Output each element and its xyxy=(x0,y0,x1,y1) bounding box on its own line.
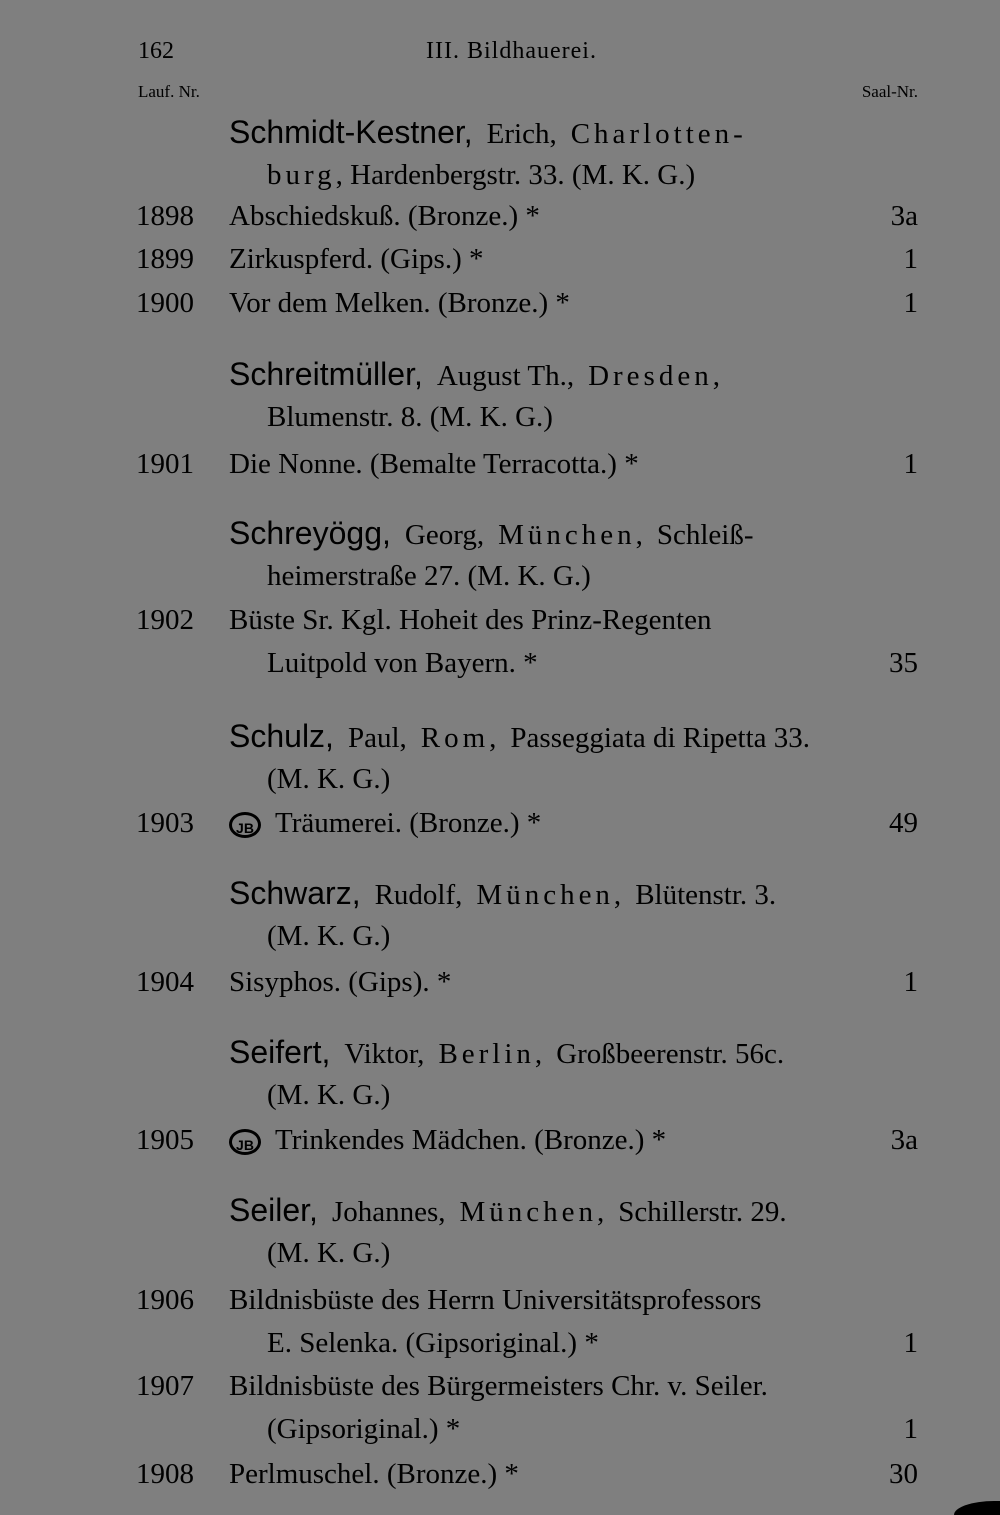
lauf-nr-header: Lauf. Nr. xyxy=(138,82,200,101)
artist-address: Schleiß- xyxy=(656,519,754,551)
entry-title-line xyxy=(229,1278,761,1322)
artist-name: Schreitmüller, xyxy=(229,356,423,392)
saal-nr: 1 xyxy=(903,1327,918,1359)
saal-nr: 1 xyxy=(903,243,918,275)
artist-address-line xyxy=(267,1231,390,1275)
artist-heading-line xyxy=(229,1188,787,1232)
saal-nr: 1 xyxy=(903,287,918,319)
entry-title-line xyxy=(229,1452,519,1496)
entry-title: Trinkendes Mädchen. (Bronze.) * xyxy=(275,1124,667,1156)
entry-title-continuation: (Gipsoriginal.) * xyxy=(267,1413,461,1445)
lauf-nr: 1901 xyxy=(136,448,194,480)
artist-name: Schmidt-Kestner, xyxy=(229,114,473,150)
artist-address: Passeggiata di Ripetta 33. xyxy=(510,722,811,754)
artist-heading-line xyxy=(229,110,747,154)
saal-nr: 3a xyxy=(890,1124,918,1156)
saal-nr: 3a xyxy=(890,200,918,232)
lauf-nr: 1906 xyxy=(136,1284,194,1316)
lauf-nr: 1907 xyxy=(136,1370,194,1402)
entry-title: Abschiedskuß. (Bronze.) * xyxy=(229,200,540,232)
artist-heading-line xyxy=(229,871,776,915)
lauf-nr: 1903 xyxy=(136,807,194,839)
entry-title-line xyxy=(229,1118,666,1162)
address-segment: (M. K. G.) xyxy=(267,920,391,952)
saal-nr: 35 xyxy=(889,647,918,679)
entry-title-line xyxy=(229,281,570,325)
artist-first-name: Georg, xyxy=(404,519,485,551)
entry-title-line xyxy=(229,801,541,845)
entry-title-line xyxy=(229,237,484,281)
lauf-nr: 1899 xyxy=(136,243,194,275)
artist-address-line xyxy=(267,153,695,197)
page-number: 162 xyxy=(138,38,174,64)
artist-first-name: August Th., xyxy=(436,360,575,392)
entry-title: Die Nonne. (Bemalte Terracotta.) * xyxy=(229,448,639,480)
artist-city: Berlin, xyxy=(438,1038,547,1070)
lauf-nr: 1900 xyxy=(136,287,194,319)
entry-title-line xyxy=(229,960,451,1004)
address-segment: burg xyxy=(267,159,336,191)
artist-name: Seifert, xyxy=(229,1034,331,1070)
page-corner-shadow xyxy=(954,1501,1000,1515)
address-segment: (M. K. G.) xyxy=(267,763,391,795)
lauf-nr: 1904 xyxy=(136,966,194,998)
entry-title: Perlmuschel. (Bronze.) * xyxy=(229,1458,519,1490)
artist-heading-line xyxy=(229,352,724,396)
saal-nr-header: Saal-Nr. xyxy=(861,82,918,101)
artist-name: Schulz, xyxy=(229,718,334,754)
address-segment: (M. K. G.) xyxy=(267,1079,391,1111)
saal-nr: 30 xyxy=(889,1458,918,1490)
entry-title: Zirkuspferd. (Gips.) * xyxy=(229,243,484,275)
address-segment: heimerstraße 27. (M. K. G.) xyxy=(267,560,591,592)
entry-title: Vor dem Melken. (Bronze.) * xyxy=(229,287,570,319)
artist-address-line xyxy=(267,554,591,598)
artist-first-name: Erich, xyxy=(486,118,557,150)
artist-address: Großbeerenstr. 56c. xyxy=(556,1038,785,1070)
artist-address: Schillerstr. 29. xyxy=(618,1196,787,1228)
artist-city: München, xyxy=(498,519,647,551)
saal-nr: 49 xyxy=(889,807,918,839)
running-header xyxy=(138,38,918,72)
lauf-nr: 1902 xyxy=(136,604,194,636)
artist-address-line xyxy=(267,914,390,958)
artist-first-name: Viktor, xyxy=(344,1038,425,1070)
address-segment: , Hardenbergstr. 33. (M. K. G.) xyxy=(335,159,696,191)
address-segment: Blumenstr. 8. (M. K. G.) xyxy=(267,401,553,433)
lauf-nr: 1908 xyxy=(136,1458,194,1490)
entry-title-line xyxy=(229,194,540,238)
artist-name: Schreyögg, xyxy=(229,515,391,551)
entry-title-continuation: E. Selenka. (Gipsoriginal.) * xyxy=(267,1327,599,1359)
lauf-nr: 1905 xyxy=(136,1124,194,1156)
saal-nr: 1 xyxy=(903,966,918,998)
artist-first-name: Rudolf, xyxy=(374,879,463,911)
entry-title: Büste Sr. Kgl. Hoheit des Prinz-Regenten xyxy=(229,604,712,636)
artist-first-name: Johannes, xyxy=(331,1196,446,1228)
entry-title-continuation: Luitpold von Bayern. * xyxy=(267,647,538,679)
artist-address-line xyxy=(267,757,390,801)
artist-city: Charlotten- xyxy=(570,118,747,150)
artist-city: München, xyxy=(459,1196,609,1228)
artist-heading-line xyxy=(229,1030,784,1074)
entry-title: Träumerei. (Bronze.) * xyxy=(275,807,542,839)
artist-heading-line xyxy=(229,714,810,758)
artist-address-line xyxy=(267,1073,390,1117)
entry-title: Bildnisbüste des Bürgermeisters Chr. v. Seiler. xyxy=(229,1370,768,1402)
artist-city: Dresden, xyxy=(588,360,724,392)
artist-heading-line xyxy=(229,511,754,555)
artist-city: München, xyxy=(476,879,626,911)
artist-city: Rom, xyxy=(420,722,501,754)
artist-name: Schwarz, xyxy=(229,875,361,911)
entry-title: Sisyphos. (Gips). * xyxy=(229,966,452,998)
artist-address: Blütenstr. 3. xyxy=(635,879,777,911)
chapter-title: III. Bildhauerei. xyxy=(426,38,597,64)
artist-name: Seiler, xyxy=(229,1192,318,1228)
entry-title-line xyxy=(229,598,711,642)
entry-title: Bildnisbüste des Herrn Universitätsprofessors xyxy=(229,1284,762,1316)
entry-title-line xyxy=(229,1364,768,1408)
JB-circle-icon: JB xyxy=(229,1129,261,1155)
artist-first-name: Paul, xyxy=(347,722,407,754)
lauf-nr: 1898 xyxy=(136,200,194,232)
artist-address-line xyxy=(267,395,553,439)
saal-nr: 1 xyxy=(903,448,918,480)
entry-title-line xyxy=(229,442,639,486)
column-headers xyxy=(138,82,918,108)
saal-nr: 1 xyxy=(903,1413,918,1445)
JB-circle-icon: JB xyxy=(229,812,261,838)
address-segment: (M. K. G.) xyxy=(267,1237,391,1269)
